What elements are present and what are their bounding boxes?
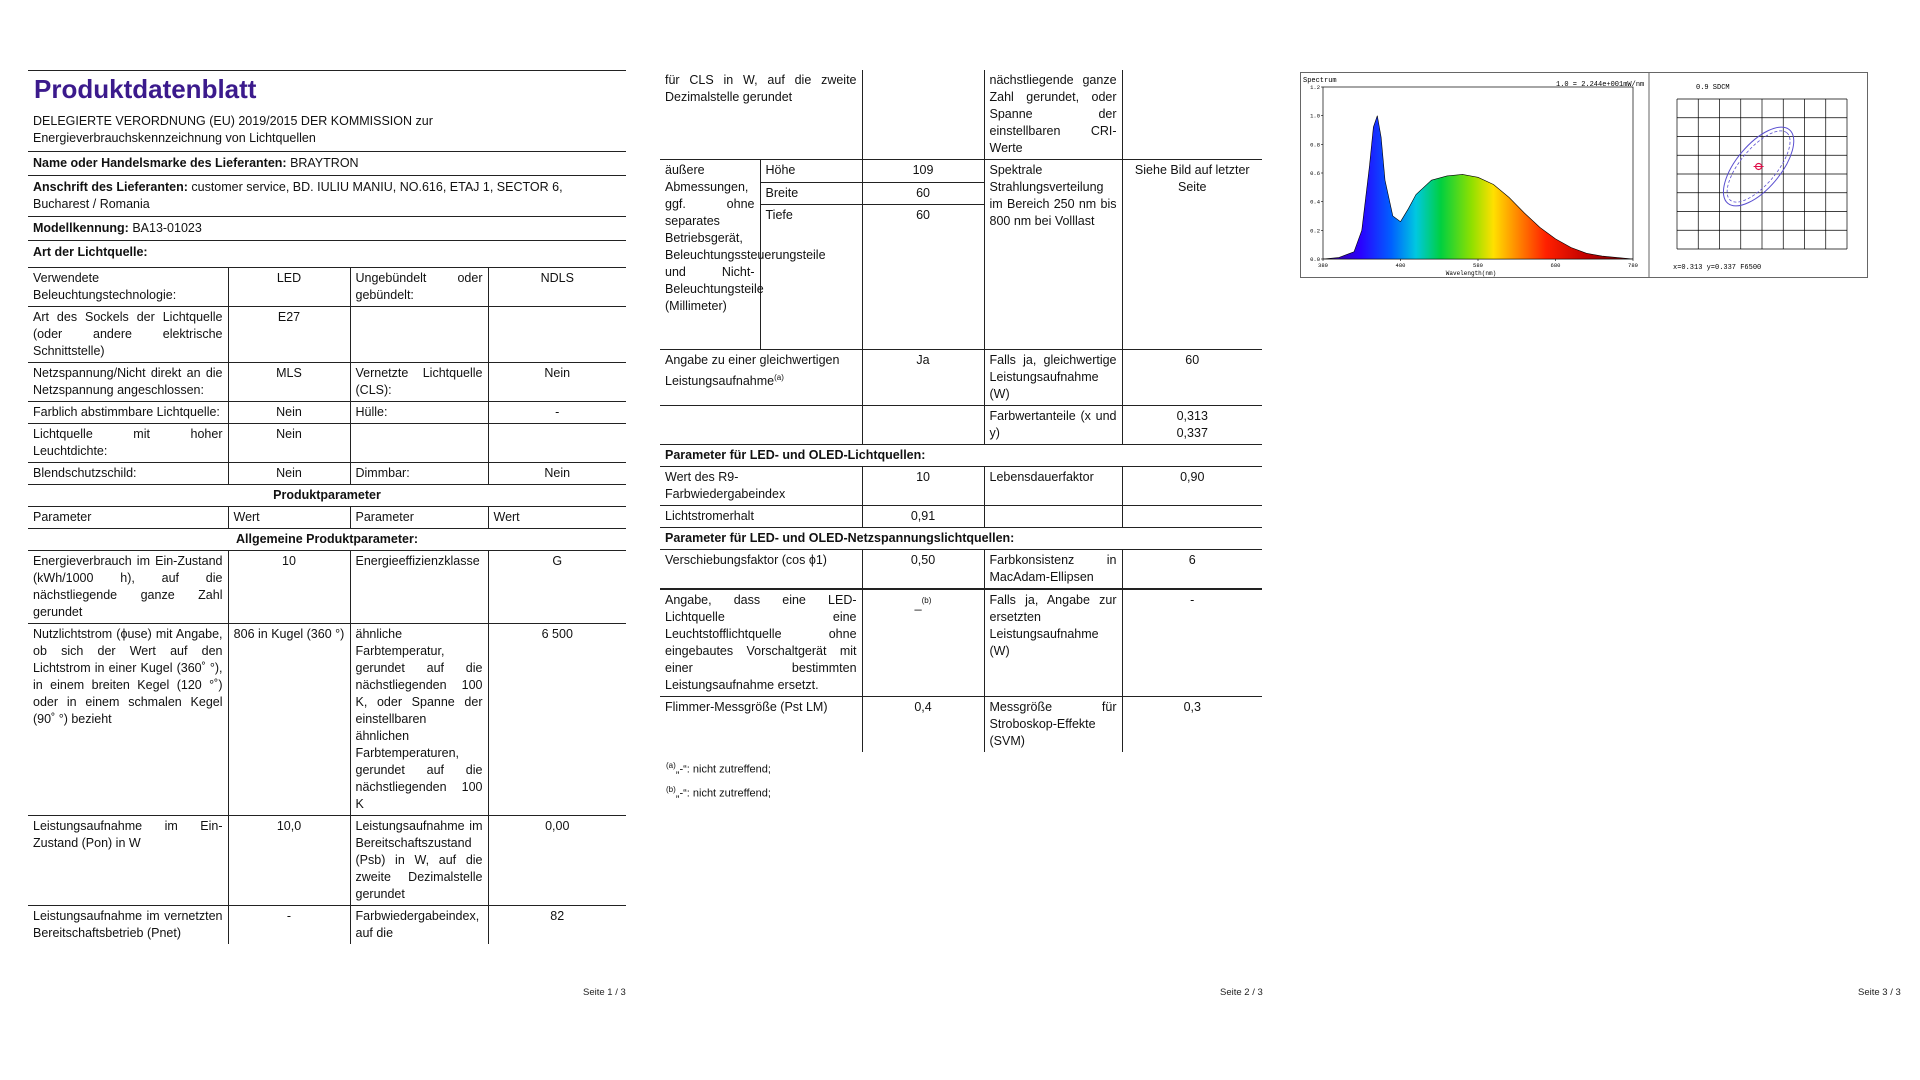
general-value: 10,0 <box>228 816 350 906</box>
cie-title: 0.9 SDCM <box>1696 84 1730 92</box>
spectrum-area <box>1323 116 1633 259</box>
consistency-value: 6 <box>1122 550 1262 590</box>
type-value: Nein <box>228 402 350 424</box>
general-row <box>28 551 626 624</box>
type-label: Dimmbar: <box>350 463 488 485</box>
type-value: Nein <box>228 424 350 463</box>
spectrum-y-tick-label: 0.8 <box>1310 141 1320 149</box>
general-label: Energieeffizienzklasse <box>350 551 488 624</box>
replace-value: _$^{(b)}$ <box>862 589 984 697</box>
shift-value: 0,50 <box>862 550 984 590</box>
general-value: 0,00 <box>488 816 626 906</box>
type-row <box>28 268 626 307</box>
general-value: - <box>228 906 350 945</box>
chroma-label: Farbwertanteile (x und y) <box>984 406 1122 445</box>
general-value: 10 <box>228 551 350 624</box>
type-label: Netzspannung/Nicht direkt an die Netzspannung angeschlossen: <box>28 363 228 402</box>
page-number-1: Seite 1 / 3 <box>583 987 626 998</box>
type-label: Lichtquelle mit hoher Leuchtdichte: <box>28 424 228 463</box>
shift-label: Verschiebungsfaktor (cos ϕ1) <box>660 550 862 590</box>
cri-label-cont: nächstliegende ganze Zahl gerundet, oder Spanne der einstellbaren CRI-Werte <box>984 70 1122 160</box>
footnote-b: $^{(b)}$„-“: nicht zutreffend; <box>666 784 771 800</box>
general-heading: Allgemeine Produktparameter: <box>28 529 626 551</box>
type-row <box>28 424 626 463</box>
spectrum-y-tick-label: 0.0 <box>1310 256 1320 263</box>
page-number-2: Seite 2 / 3 <box>1220 987 1263 998</box>
mains-heading: Parameter für LED- und OLED-Netzspannungslichtquellen: <box>660 528 1262 550</box>
dims-label: äußere Abmessungen, ggf. ohne separates Betriebsgerät, Beleuchtungssteuerungsteile und Nicht-Beleuchtungsteile (Millimeter) <box>660 160 760 350</box>
type-value: Nein <box>488 363 626 402</box>
spectral-value: Siehe Bild auf letzter Seite <box>1122 160 1262 350</box>
type-label: Ungebündelt oder gebündelt: <box>350 268 488 307</box>
general-row <box>28 624 626 816</box>
params-table-2 <box>660 70 1262 752</box>
chroma-values: 0,313 0,337 <box>1122 406 1262 445</box>
type-row <box>28 402 626 424</box>
dim-height-label: Höhe <box>760 160 862 183</box>
spectrum-x-tick-label: 380 <box>1318 262 1328 269</box>
spectrum-figure <box>1300 72 1868 278</box>
supplier-table <box>28 151 626 944</box>
type-value: Nein <box>228 463 350 485</box>
life-value: 0,90 <box>1122 467 1262 506</box>
type-value: LED <box>228 268 350 307</box>
model-row: Modellkennung: BA13-01023 <box>28 217 626 241</box>
type-label: Blendschutzschild: <box>28 463 228 485</box>
dim-width-value: 60 <box>862 182 984 205</box>
type-label: Art des Sockels der Lichtquelle (oder andere elektrische Schnittstelle) <box>28 307 228 363</box>
type-value <box>488 424 626 463</box>
general-label: Farbwiedergabeindex, auf die <box>350 906 488 945</box>
supplier-row: Name oder Handelsmarke des Lieferanten: BRAYTRON <box>28 152 626 176</box>
flicker-value: 0,4 <box>862 697 984 753</box>
life-label: Lebensdauerfaktor <box>984 467 1122 506</box>
general-value: 806 in Kugel (360 °) <box>228 624 350 816</box>
type-value: NDLS <box>488 268 626 307</box>
spectrum-xlabel: Wavelength(nm) <box>1445 270 1497 277</box>
replace-label: Angabe, dass eine LED-Lichtquelle eine Leuchtstofflichtquelle ohne eingebautes Vorschaltgerät mit einer bestimmten Leistungsaufnahme ersetzt. <box>660 589 862 697</box>
col-value-2: Wert <box>488 507 626 529</box>
general-row <box>28 816 626 906</box>
footnote-a: $^{(a)}$„-“: nicht zutreffend; <box>666 761 771 776</box>
col-param-1: Parameter <box>28 507 228 529</box>
type-value <box>488 307 626 363</box>
cie-caption: x=0.313 y=0.337 F6500 <box>1673 264 1762 272</box>
type-label: Verwendete Beleuchtungstechnologie: <box>28 268 228 307</box>
general-label: Nutzlichtstrom (ϕuse) mit Angabe, ob sich der Wert auf den Lichtstrom in einer Kugel (360˚ °), in einem breiten Kegel (120 °˚) oder in einem schmalen Kegel (90˚ °) bezieht <box>28 624 228 816</box>
page-number-3: Seite 3 / 3 <box>1858 987 1901 998</box>
type-label: Vernetzte Lichtquelle (CLS): <box>350 363 488 402</box>
strobe-label: Messgröße für Stroboskop-Effekte (SVM) <box>984 697 1122 753</box>
type-row <box>28 307 626 363</box>
equiv-power-label: Falls ja, gleichwertige Leistungsaufnahme (W) <box>984 350 1122 406</box>
dim-depth-label: Tiefe <box>760 205 862 350</box>
spectrum-y-tick-label: 0.2 <box>1310 227 1320 235</box>
equiv-power-value: 60 <box>1122 350 1262 406</box>
led-heading: Parameter für LED- und OLED-Lichtquellen: <box>660 445 1262 467</box>
spectrum-y-tick-label: 1.2 <box>1310 84 1320 91</box>
general-label: Leistungsaufnahme im Bereitschaftszustand (Psb) in W, auf die zweite Dezimalstelle gerundet <box>350 816 488 906</box>
general-value: 6 500 <box>488 624 626 816</box>
general-value: G <box>488 551 626 624</box>
flux-maint-label: Lichtstromerhalt <box>660 506 862 528</box>
general-row <box>28 906 626 945</box>
product-params-heading: Produktparameter <box>28 485 626 507</box>
equiv-value: Ja <box>862 350 984 406</box>
spectral-label: Spektrale Strahlungsverteilung im Bereich 250 nm bis 800 nm bei Volllast <box>984 160 1122 350</box>
dim-width-label: Breite <box>760 182 862 205</box>
general-value: 82 <box>488 906 626 945</box>
dim-depth-value: 60 <box>862 205 984 350</box>
type-label <box>350 307 488 363</box>
page-1 <box>28 70 626 944</box>
type-row <box>28 363 626 402</box>
spectrum-x-tick-label: 580 <box>1473 262 1483 269</box>
replace-power-label: Falls ja, Angabe zur ersetzten Leistungsaufnahme (W) <box>984 589 1122 697</box>
spectrum-unit: 1.0 = 2.244e+001mW/nm <box>1556 81 1645 89</box>
spectrum-y-tick-label: 0.6 <box>1310 170 1320 177</box>
flicker-label: Flimmer-Messgröße (Pst LM) <box>660 697 862 753</box>
type-label: Farblich abstimmbare Lichtquelle: <box>28 402 228 424</box>
address-row: Anschrift des Lieferanten: customer service, BD. IULIU MANIU, NO.616, ETAJ 1, SECTOR 6, Bucharest / Romania <box>28 176 626 217</box>
equiv-label: Angabe zu einer gleichwertigen Leistungsaufnahme$^{(a)}$ <box>660 350 862 406</box>
type-row <box>28 463 626 485</box>
spectrum-x-tick-label: 480 <box>1395 262 1406 269</box>
cls-label-cont: für CLS in W, auf die zweite Dezimalstelle gerundet <box>665 73 857 104</box>
r9-value: 10 <box>862 467 984 506</box>
type-label <box>350 424 488 463</box>
replace-power-value: - <box>1122 589 1262 697</box>
regulation-subtitle: DELEGIERTE VERORDNUNG (EU) 2019/2015 DER KOMMISSION zur Energieverbrauchskennzeichnung von Lichtquellen <box>33 114 433 145</box>
strobe-value: 0,3 <box>1122 697 1262 753</box>
col-param-2: Parameter <box>350 507 488 529</box>
page-title: Produktdatenblatt <box>34 74 257 104</box>
type-heading: Art der Lichtquelle: <box>28 241 626 268</box>
general-label: Leistungsaufnahme im vernetzten Bereitschaftsbetrieb (Pnet) <box>28 906 228 945</box>
dim-height-value: 109 <box>862 160 984 183</box>
type-label: Hülle: <box>350 402 488 424</box>
spectrum-x-tick-label: 680 <box>1550 262 1561 269</box>
type-value: - <box>488 402 626 424</box>
spectrum-title: Spectrum <box>1303 77 1337 85</box>
type-value: MLS <box>228 363 350 402</box>
consistency-label: Farbkonsistenz in MacAdam-Ellipsen <box>984 550 1122 590</box>
general-label: Energieverbrauch im Ein-Zustand (kWh/1000 h), auf die nächstliegende ganze Zahl gerundet <box>28 551 228 624</box>
r9-label: Wert des R9-Farbwiedergabeindex <box>660 467 862 506</box>
spectrum-x-tick-label: 780 <box>1628 262 1638 269</box>
spectrum-y-tick-label: 0.4 <box>1310 198 1320 206</box>
spectrum-chart <box>1301 73 1867 277</box>
type-value: Nein <box>488 463 626 485</box>
flux-maint-value: 0,91 <box>862 506 984 528</box>
page-2 <box>660 70 1262 803</box>
spectrum-y-tick-label: 1.0 <box>1310 112 1320 120</box>
col-value-1: Wert <box>228 507 350 529</box>
general-label: Leistungsaufnahme im Ein-Zustand (Pon) in W <box>28 816 228 906</box>
general-label: ähnliche Farbtemperatur, gerundet auf die nächstliegenden 100 K, oder Spanne der einstellbaren ähnlichen Farbtemperaturen, gerundet auf die nächstliegenden 100 K <box>350 624 488 816</box>
type-value: E27 <box>228 307 350 363</box>
